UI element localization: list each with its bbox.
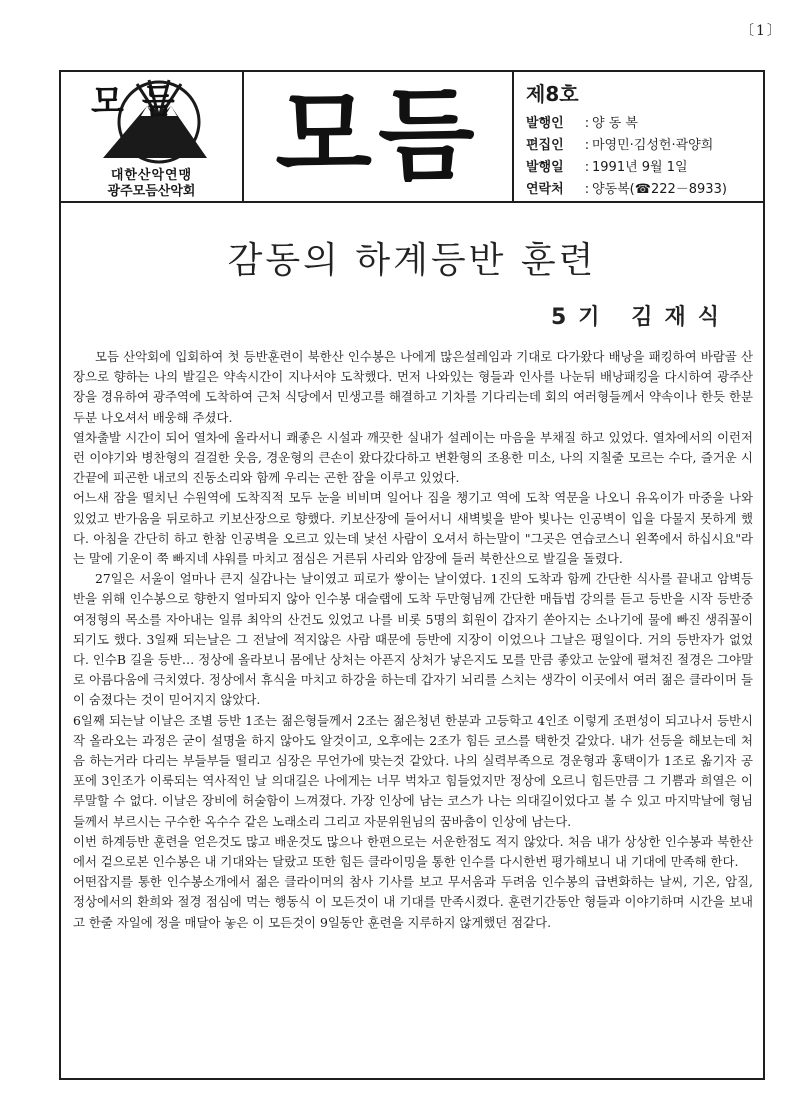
newsletter-frame (59, 70, 765, 1080)
publisher-row: 발행인 : 양 동 복 (526, 112, 638, 131)
club-name: 광주모듬산악회 (107, 184, 196, 199)
paragraph: 어느새 잠을 떨치닌 수원역에 도착직적 모두 눈을 비비며 일어나 짐을 챙기고 역에 도착 역문을 나오니 유옥이가 마중을 나와 있었고 반가움을 뒤로하고 키보산장으로 향했다. 키보산장에 들어서니 새벽빛을 받아 빛나는 인공벽이 입을 다물지 못하게 했다. 아침을 간단히 하고 한참 인공벽을 오르고 있는데 낯선 사람이 오셔서 하는말이 "그곳은 연습코스니 왼쪽에서 하십시요"라는 말에 기운이 쭉 빠지네 샤워를 마치고 점심은 거른뒤 사리와 암장에 들러 북한산으로 발길을 돌렸다. (73, 490, 753, 567)
date-label: 발행일 (526, 160, 564, 175)
issue-number: 제8호 (526, 82, 579, 106)
page-number: 〔1〕 (740, 23, 783, 39)
paragraph: 어떤잡지를 통한 인수봉소개에서 젊은 클라이머의 참사 기사를 보고 무서움과 두려움 인수봉의 급변화하는 날씨, 기온, 암질, 정상에서의 환희와 절경 점심에 먹는 행동식 이 모든것이 내 기대를 만족시켰다. 훈련기간동안 형들과 이야기하며 시간을 보내고 한줄 자일에 정을 매달아 놓은 이 모든것이 9일동안 훈련을 지루하지 않게했던 점같다. (73, 874, 753, 930)
issue-info (516, 72, 763, 201)
editors-label: 편집인 (526, 138, 564, 153)
contact-value: 양동복(☎222－8933) (592, 182, 727, 197)
date-row: 발행일 : 1991년 9월 1일 (526, 156, 688, 175)
federation-name: 대한산악연맹 (110, 168, 193, 183)
article-title: 감동의 하계등반 훈련 (227, 240, 597, 281)
paragraph: 27일은 서울이 얼마나 큰지 실감나는 날이였고 피로가 쌓이는 날이였다. 1진의 도착과 함께 간단한 식사를 끝내고 암벽등반을 위해 인수봉으로 향한지 얼마되지 않아 인수봉 대슬랩에 도착 두만형님께 간단한 매듭법 강의를 듣고 등반을 시작 등반중 여정형의 목소를 자아내는 일류 최악의 산건도 있었고 나를 비롯 5명의 회원이 갑자기 쏟아지는 소나기에 물에 빠진 생쥐꼴이 되기도 했다. 3일째 되는날은 그 전날에 적지않은 사람 때문에 등반에 지장이 이었으나 그날은 평일이다. 거의 등반자가 없었다. 인수B 길을 등반… 정상에 올라보니 몸에난 상처는 아픈지 상처가 낳은지도 모를 만큼 좋았고 눈앞에 펼쳐진 절경은 그야말로 아름다움에 극치였다. 정상에서 휴식을 마치고 하강을 하는데 갑자기 뇌리를 스치는 생각이 이곳에서 여러 젊은 클라이머 들이 숨졌다는 것이 믿어지지 않았다. (73, 571, 753, 708)
logo-wordmark: 모듬 (91, 82, 193, 122)
editors-row: 편집인 : 마영민·김성헌·곽양희 (526, 134, 713, 153)
contact-label: 연락처 (526, 182, 564, 197)
contact-row: 연락처 : 양동복(☎222－8933) (526, 178, 727, 197)
article-author: 5기 김재식 (551, 305, 731, 330)
paragraph: 모듬 산악회에 입회하여 첫 등반훈련이 북한산 인수봉은 나에게 많은설레임과 기대로 다가왔다 배낭을 패킹하여 바람골 산장으로 향하는 나의 발길은 약속시간이 지나서야 도착했다. 먼저 나와있는 형들과 인사를 나눈뒤 배낭패킹을 다시하여 광주산장을 경유하여 광주역에 도착하여 근처 식당에서 민생고를 해결하고 기차를 기다리는데 회의 여러형들께서 약속이나 한듯 한분두분 나오셔서 배웅해 주셨다. (73, 349, 753, 425)
date-value: 1991년 9월 1일 (592, 160, 688, 175)
editors-value: 마영민·김성헌·곽양희 (592, 138, 714, 153)
article-body (73, 347, 753, 933)
paragraph: 열차출발 시간이 되어 열차에 올라서니 쾌좋은 시설과 깨끗한 실내가 설레이는 마음을 부채질 하고 있었다. 열차에서의 이런저런 이야기와 병찬형의 걸걸한 웃음, 경운형의 큰손이 왔다갔다하고 변환형의 조용한 미소, 나의 지칠줄 모르는 수다, 즐거운 시간끝에 피곤한 내코의 진동소리와 함께 우리는 곤한 잠을 이루고 있었다. (73, 429, 753, 486)
masthead-title: 모듬 (275, 77, 481, 194)
paragraph: 6일째 되는날 이날은 조별 등반 1조는 젊은형들께서 2조는 젊은청년 한분과 고등학고 4인조 이렇게 조편성이 되고나서 등반시작 올라오는 과정은 굳이 설명을 하지 않아도 알것이고, 오후에는 2조가 힘든 코스를 택한것 같았다. 내가 선등을 해보는데 처음 하는거라 다리는 부들부들 떨리고 심장은 무언가에 맞는것 같았다. 나의 실력부족으로 경운형과 홍택이가 1조로 옮기자 공포에 3인조가 이룩되는 역사적인 날 의대길은 나에게는 너무 벅차고 힘들었지만 정상에 오르니 힘든만큼 그 기쁨과 희열은 이루말할 수 없다. 이날은 장비에 허술함이 느껴졌다. 가장 인상에 남는 코스가 나는 의대길이었다고 볼 수 있고 마지막날에 형님들께서 부르시는 구수한 옥수수 같은 노래소리 그리고 자문위원님의 꿈바춤이 인상에 남는다. (73, 712, 753, 829)
masthead (242, 72, 514, 201)
club-logo (61, 72, 242, 201)
paragraph: 이번 하계등반 훈련을 얻은것도 많고 배운것도 많으나 한편으로는 서운한점도 적지 않았다. 처음 내가 상상한 인수봉과 북한산에서 겉으로본 인수봉은 내 기대와는 달랐고 또한 힘든 클라이밍을 통한 인수를 다시한번 평가해보니 내 기대에 만족해 한다. (73, 833, 753, 870)
publisher-label: 발행인 (526, 116, 564, 131)
publisher-value: 양 동 복 (592, 116, 638, 131)
newsletter-header (61, 72, 763, 203)
